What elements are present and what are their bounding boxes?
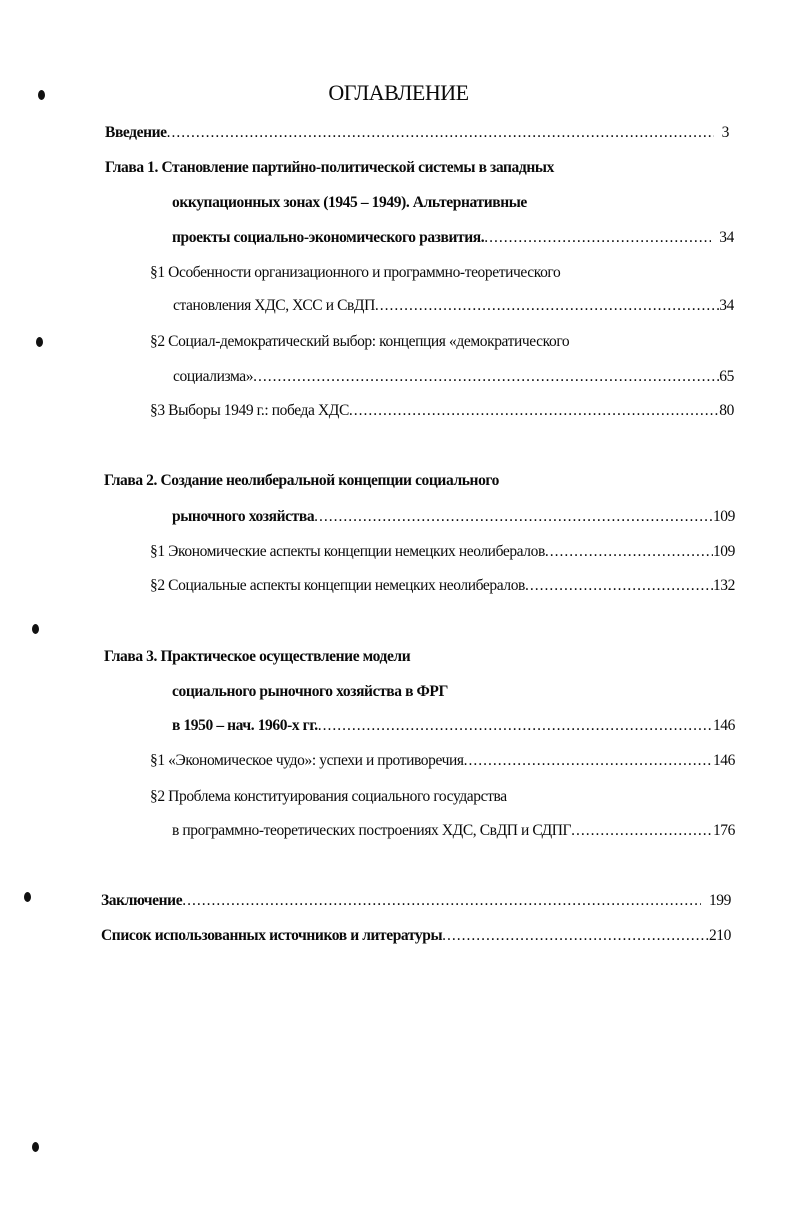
toc-chapter-2-heading[interactable] bbox=[104, 466, 704, 496]
dot-leader bbox=[464, 746, 713, 776]
toc-section-3-1[interactable] bbox=[150, 746, 735, 776]
toc-page-number: 132 bbox=[712, 577, 735, 594]
dot-leader bbox=[318, 711, 713, 741]
toc-chapter-3-heading-cont bbox=[172, 677, 732, 707]
toc-entry-label: социального рыночного хозяйства в ФРГ bbox=[172, 683, 448, 700]
toc-entry-label: рыночного хозяйства bbox=[172, 508, 315, 525]
dot-leader bbox=[349, 396, 719, 426]
toc-page-number: 34 bbox=[719, 229, 734, 246]
dot-leader bbox=[545, 537, 713, 567]
dot-leader bbox=[484, 223, 711, 253]
margin-mark bbox=[24, 892, 31, 902]
toc-page-number: 80 bbox=[719, 402, 734, 419]
toc-page-number: 146 bbox=[712, 717, 735, 734]
toc-entry-label: §1 «Экономическое чудо»: успехи и противоречия bbox=[150, 752, 464, 769]
toc-section-3-2[interactable] bbox=[150, 782, 740, 812]
toc-chapter-1-heading-cont bbox=[172, 188, 732, 218]
toc-page-number: 109 bbox=[712, 508, 735, 525]
margin-mark bbox=[32, 1142, 39, 1152]
toc-entry-label: §1 Экономические аспекты концепции немецких неолибералов bbox=[150, 543, 545, 560]
toc-chapter-3-heading[interactable] bbox=[104, 642, 704, 672]
toc-chapter-1-last-line[interactable] bbox=[172, 223, 734, 253]
toc-entry-label: становления ХДС, ХСС и СвДП bbox=[173, 297, 375, 314]
toc-entry-label: §1 Особенности организационного и программно-теоретического bbox=[150, 264, 561, 281]
toc-chapter-2-last-line[interactable] bbox=[172, 502, 735, 532]
toc-entry-label: §2 Проблема конституирования социального государства bbox=[150, 788, 507, 805]
toc-page-number: 210 bbox=[708, 927, 731, 944]
toc-entry-label: §2 Социальные аспекты концепции немецких неолибералов bbox=[150, 577, 525, 594]
dot-leader bbox=[375, 291, 719, 321]
toc-page-number: 109 bbox=[712, 543, 735, 560]
toc-chapter-3-last-line[interactable] bbox=[172, 711, 735, 741]
toc-section-2-2[interactable] bbox=[150, 571, 735, 601]
toc-section-3-2-cont[interactable] bbox=[172, 816, 735, 846]
toc-section-1-2-cont[interactable] bbox=[173, 362, 734, 392]
toc-section-1-1-cont[interactable] bbox=[173, 291, 734, 321]
dot-leader bbox=[442, 921, 709, 951]
toc-section-1-2[interactable] bbox=[150, 327, 740, 357]
toc-page-number: 146 bbox=[712, 752, 735, 769]
toc-entry-label: Введение bbox=[105, 124, 167, 141]
margin-mark bbox=[36, 337, 43, 347]
dot-leader bbox=[525, 571, 713, 601]
dot-leader bbox=[571, 816, 713, 846]
toc-page-number: 65 bbox=[719, 368, 734, 385]
dot-leader bbox=[314, 502, 713, 532]
toc-entry-intro[interactable] bbox=[105, 118, 729, 148]
toc-entry-label: Список использованных источников и литературы bbox=[101, 927, 443, 944]
toc-title: ОГЛАВЛЕНИЕ bbox=[328, 80, 469, 105]
toc-entry-label: Заключение bbox=[101, 892, 183, 909]
toc-page-number: 34 bbox=[719, 297, 734, 314]
toc-entry-conclusion[interactable] bbox=[101, 886, 731, 916]
toc-page-number: 176 bbox=[712, 822, 735, 839]
toc-entry-label: Глава 3. Практическое осуществление модели bbox=[104, 648, 411, 665]
toc-chapter-1-heading[interactable] bbox=[105, 153, 745, 183]
toc-entry-label: социализма» bbox=[173, 368, 254, 385]
toc-section-1-3[interactable] bbox=[150, 396, 734, 426]
toc-entry-label: §2 Социал-демократический выбор: концепция «демократического bbox=[150, 333, 570, 350]
toc-entry-label: в 1950 – нач. 1960-х гг. bbox=[172, 717, 318, 734]
toc-page-number: 199 bbox=[708, 892, 731, 909]
toc-entry-label: §3 Выборы 1949 г.: победа ХДС bbox=[150, 402, 349, 419]
dot-leader bbox=[167, 118, 714, 148]
toc-entry-label: Глава 2. Создание неолиберальной концепции социального bbox=[104, 472, 500, 489]
toc-entry-label: Глава 1. Становление партийно-политической системы в западных bbox=[105, 159, 554, 176]
toc-entry-label: оккупационных зонах (1945 – 1949). Альтернативные bbox=[172, 194, 527, 211]
dot-leader bbox=[182, 886, 701, 916]
dot-leader bbox=[253, 362, 719, 392]
toc-section-2-1[interactable] bbox=[150, 537, 735, 567]
toc-entry-sources[interactable] bbox=[101, 921, 731, 951]
toc-page-number: 3 bbox=[721, 124, 729, 141]
toc-entry-label: в программно-теоретических построениях ХДС, СвДП и СДПГ bbox=[172, 822, 572, 839]
margin-mark bbox=[32, 624, 39, 634]
toc-section-1-1[interactable] bbox=[150, 258, 740, 288]
toc-entry-label: проекты социально-экономического развития. bbox=[172, 229, 485, 246]
